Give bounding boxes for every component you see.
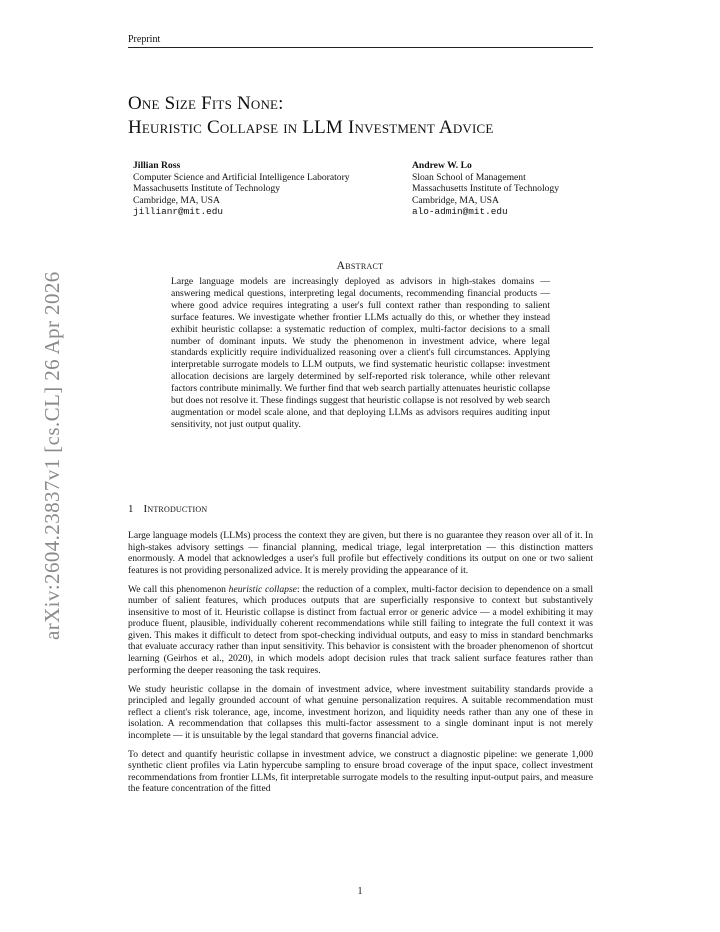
section-heading xyxy=(128,503,207,515)
defined-term: heuristic collapse xyxy=(228,583,297,595)
arxiv-identifier-stamp: arXiv:2604.23837v1 [cs.CL] 26 Apr 2026 xyxy=(40,271,64,640)
paragraph: Large language models (LLMs) process the context they are given, but there is no guarantee they reason over all of it. In high-stakes advisory settings — financial planning, medical triage, legal interpretation — this distinction matters enormously. A model that acknowledges a user's full profile but effectively conditions its output on one or two salient features is not providing personalized advice. It is merely providing the appearance of it. xyxy=(128,530,593,576)
title-line-2: Heuristic Collapse in LLM Investment Advice xyxy=(128,117,494,138)
author-block-1 xyxy=(133,160,350,218)
page-number: 1 xyxy=(357,886,363,897)
author-location: Cambridge, MA, USA xyxy=(412,194,499,206)
author-block-2 xyxy=(412,160,559,218)
running-head: Preprint xyxy=(128,34,593,48)
author-name: Andrew W. Lo xyxy=(412,160,472,171)
section-title: Introduction xyxy=(143,503,208,515)
author-email[interactable]: jillianr@mit.edu xyxy=(133,206,224,218)
abstract-text: Large language models are increasingly deployed as advisors in high-stakes domains — answering medical questions, interpreting legal documents, recommending financial products — where good advice requires integrating a user's full context rather than responding to salient surface features. We investigate whether frontier LLMs actually do this, or whether they instead exhibit heuristic collapse: a systematic reduction of complex, multi-factor decisions to a small number of dominant inputs. We study the phenomenon in investment advice, where legal standards explicitly require individualized reasoning over a client's full circumstances. Applying interpretable surrogate models to LLM outputs, we find systematic heuristic collapse: investment allocation decisions are largely determined by self-reported risk tolerance, while other relevant factors contribute minimally. We further find that web search partially attenuates heuristic collapse but does not resolve it. These findings suggest that heuristic collapse is not resolved by web search augmentation or model scale alone, and that deploying LLMs as advisors requires auditing input sensitivity, not just output quality. xyxy=(171,276,550,430)
paper-title xyxy=(128,92,608,140)
author-email[interactable]: alo-admin@mit.edu xyxy=(412,206,508,218)
author-institution: Massachusetts Institute of Technology xyxy=(133,183,281,195)
paragraph xyxy=(128,584,593,676)
paragraph-text: We call this phenomenon xyxy=(128,583,229,595)
section-number: 1 xyxy=(128,503,134,515)
author-location: Cambridge, MA, USA xyxy=(133,194,220,206)
author-affiliation: Sloan School of Management xyxy=(412,171,526,183)
author-institution: Massachusetts Institute of Technology xyxy=(412,183,560,195)
paragraph: To detect and quantify heuristic collapse in investment advice, we construct a diagnostic pipeline: we generate 1,000 synthetic client profiles via Latin hypercube sampling to ensure broad coverage of the input space, collect investment recommendations from frontier LLMs, fit interpretable surrogate models to the resulting input-output pairs, and measure the feature concentration of the fitted xyxy=(128,748,593,795)
paragraph-text: : the reduction of a complex, multi-factor decision to dependence on a small number of salient features, which produces outputs that are superficially responsive to context but substantively insensitive to most of it. Heuristic collapse is distinct from factual error or generic advice — a model exhibiting it may produce fluent, plausible, individually coherent recommendations while still failing to integrate the full context it was given. This makes it difficult to detect from spot-checking individual outputs, and easy to miss in standard benchmarks that evaluate accuracy rather than input sensitivity. This behavior is consistent with the broader phenomenon of shortcut learning (Geirhos et al., 2020), in which models adopt decision rules that track salient surface features rather than performing the deeper reasoning the task requires. xyxy=(128,583,593,676)
paragraph: We study heuristic collapse in the domain of investment advice, where investment suitability standards provide a principled and legally grounded account of what genuine personalization requires. A suitable recommendation must reflect a client's risk tolerance, age, income, investment horizon, and liquidity needs rather than any one of these in isolation. A recommendation that collapses this multi-factor assessment to a single dominant input is not merely incomplete — it is unsuitable by the legal standard that governs financial advice. xyxy=(128,683,593,741)
author-affiliation: Computer Science and Artificial Intelligence Laboratory xyxy=(133,171,350,183)
introduction-body xyxy=(128,530,593,802)
title-line-1: One Size Fits None: xyxy=(128,93,284,114)
abstract-heading: Abstract xyxy=(336,260,384,272)
author-name: Jillian Ross xyxy=(133,160,181,171)
